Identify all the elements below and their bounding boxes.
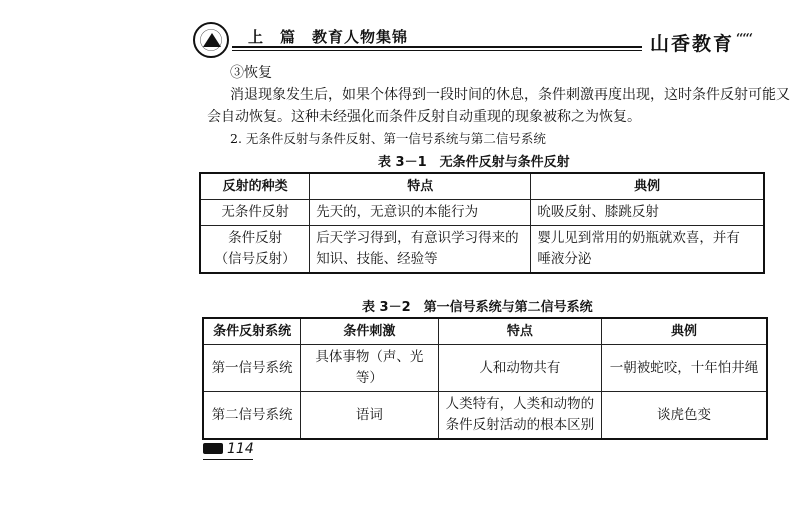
cell-text: 条件反射活动的根本区别 xyxy=(445,417,595,433)
header-cell: 特点 xyxy=(438,318,601,345)
reflex-type-cell xyxy=(200,226,310,274)
feature-cell xyxy=(310,200,531,226)
example-cell xyxy=(531,200,764,226)
header-cell: 条件刺激 xyxy=(301,318,439,345)
cell-text: 唾液分泌 xyxy=(537,251,592,267)
header-brand: 山香教育 xyxy=(650,33,735,55)
header-rule xyxy=(232,46,642,48)
cell-text: 人类特有，人类和动物的 xyxy=(445,396,595,412)
cell-text: 第一信号系统 xyxy=(211,359,293,376)
cell-text: （信号反射） xyxy=(214,251,296,267)
header-rule-thin xyxy=(232,50,642,51)
example-cell xyxy=(602,345,767,392)
cell-text: 知识、技能、经验等 xyxy=(316,251,438,267)
example-cell xyxy=(531,226,764,274)
table1-caption: 表 3－1 无条件反射与条件反射 xyxy=(378,155,570,170)
table-header-row xyxy=(203,318,767,345)
header-ornament: ‘‘‘‘‘ xyxy=(736,31,752,45)
table-row xyxy=(200,226,764,274)
feature-cell xyxy=(438,392,601,440)
publisher-seal-icon xyxy=(193,22,229,58)
section-heading: 2. 无条件反射与条件反射、第一信号系统与第二信号系统 xyxy=(230,131,546,146)
cell-text: 无条件反射 xyxy=(221,204,289,220)
table2-caption: 表 3－2 第一信号系统与第二信号系统 xyxy=(362,300,593,315)
cell-text: 吮吸反射、膝跳反射 xyxy=(537,204,659,220)
cell-text: 先天的，无意识的本能行为 xyxy=(316,204,479,220)
header-cell: 条件反射系统 xyxy=(203,318,301,345)
system-cell xyxy=(203,392,301,440)
table-reflexes xyxy=(199,172,765,274)
feature-cell xyxy=(438,345,601,392)
paragraph-line-2: 会自动恢复。这种未经强化而条件反射自动重现的现象被称之为恢复。 xyxy=(207,109,641,125)
cell-text: 婴儿见到常用的奶瓶就欢喜，并有 xyxy=(537,230,740,246)
page-number-rule xyxy=(203,459,253,460)
stimulus-cell xyxy=(301,392,439,440)
header-cell: 典例 xyxy=(602,318,767,345)
header-chapter-title: 上 篇 教育人物集锦 xyxy=(248,28,409,46)
cell-text: 后天学习得到，有意识学习得来的 xyxy=(316,230,519,246)
header-cell: 特点 xyxy=(310,173,531,200)
example-cell xyxy=(602,392,767,440)
table-signal-systems xyxy=(202,317,768,440)
table-row xyxy=(203,345,767,392)
cell-text: 一朝被蛇咬，十年怕井绳 xyxy=(609,359,759,376)
cell-text: 谈虎色变 xyxy=(657,406,712,423)
header-cell: 反射的种类 xyxy=(200,173,310,200)
cell-text: 人和动物共有 xyxy=(479,359,561,376)
system-cell xyxy=(203,345,301,392)
page-number xyxy=(203,441,254,457)
cell-text: 具体事物（声、光等） xyxy=(315,349,424,386)
feature-cell xyxy=(310,226,531,274)
header-cell: 典例 xyxy=(531,173,764,200)
subheading-recovery: ③恢复 xyxy=(230,65,272,81)
cell-text: 第二信号系统 xyxy=(211,406,293,423)
book-icon xyxy=(203,443,223,454)
table-row xyxy=(203,392,767,440)
page-number-text: 114 xyxy=(227,441,254,457)
paragraph-line-1: 消退现象发生后，如果个体得到一段时间的休息，条件刺激再度出现，这时条件反射可能又 xyxy=(230,87,790,103)
cell-text: 条件反射 xyxy=(228,230,283,246)
table-row xyxy=(200,200,764,226)
reflex-type-cell xyxy=(200,200,310,226)
stimulus-cell xyxy=(301,345,439,392)
cell-text: 语词 xyxy=(355,406,383,423)
table-header-row xyxy=(200,173,764,200)
